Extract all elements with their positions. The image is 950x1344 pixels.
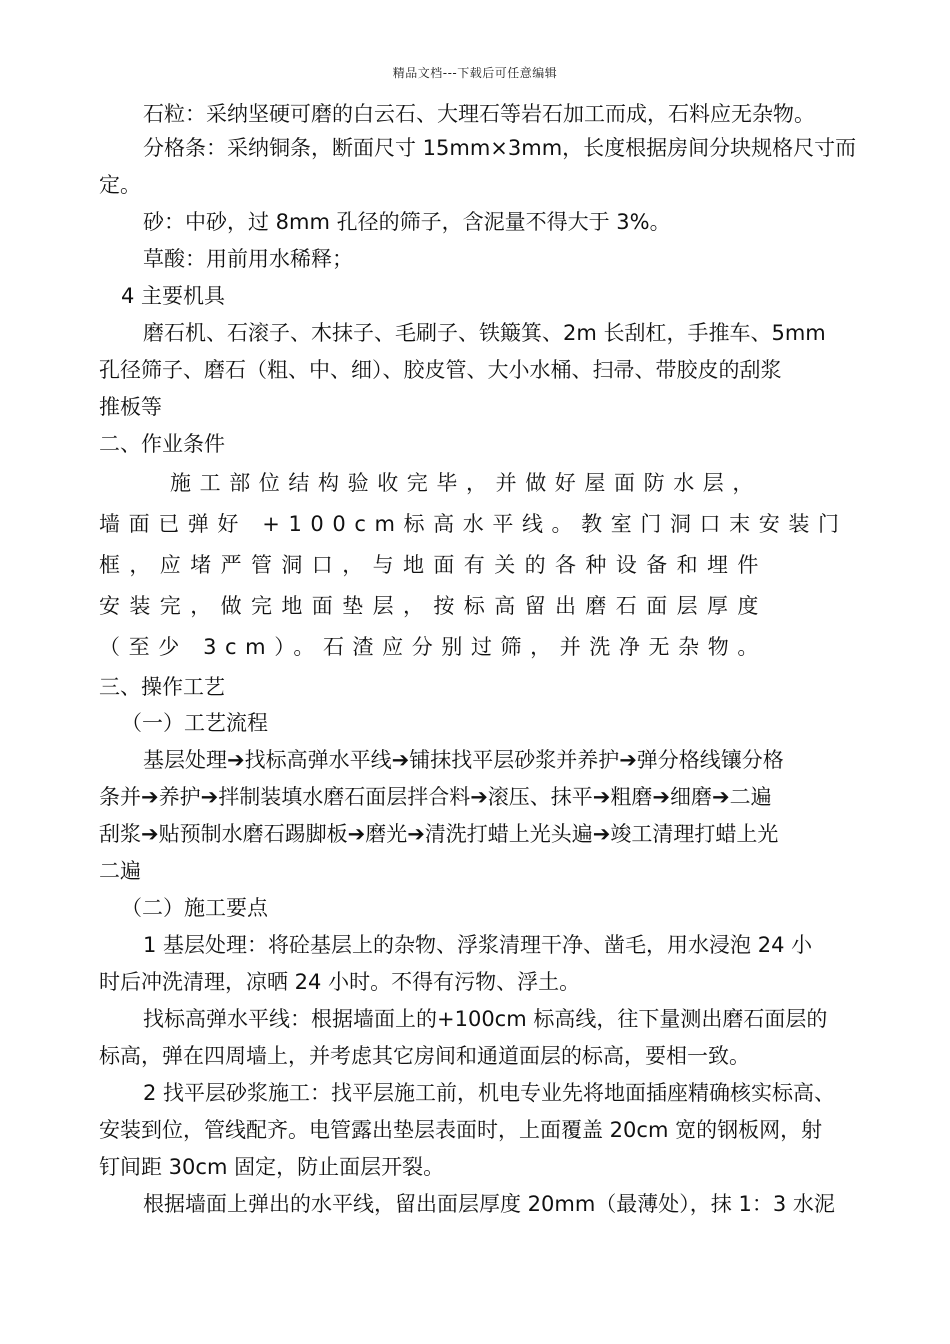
text-line: 刮浆➔贴预制水磨石踢脚板➔磨光➔清洗打蜡上光头遍➔竣工清理打蜡上光 xyxy=(99,822,779,846)
section-heading: 三、操作工艺 xyxy=(99,675,225,699)
subsection-heading: （二）施工要点 xyxy=(121,896,268,920)
text-line: 时后冲洗清理，凉晒 24 小时。不得有污物、浮土。 xyxy=(99,970,581,994)
text-line: 二遍 xyxy=(99,859,141,883)
text-line: 推板等 xyxy=(99,395,162,419)
text-line: 2 找平层砂浆施工：找平层施工前，机电专业先将地面插座精确核实标高、 xyxy=(143,1081,836,1105)
page-header: 精品文档---下载后可任意编辑 xyxy=(392,66,558,80)
text-line: 砂：中砂，过 8mm 孔径的筛子，含泥量不得大于 3%。 xyxy=(143,210,671,234)
text-line: 标高，弹在四周墙上，并考虑其它房间和通道面层的标高，要相一致。 xyxy=(99,1044,750,1068)
section-heading: 4 主要机具 xyxy=(121,284,226,308)
text-line: 石粒：采纳坚硬可磨的白云石、大理石等岩石加工而成，石料应无杂物。 xyxy=(143,102,815,126)
text-line: 安装完，做完地面垫层，按标高留出磨石面层厚度 xyxy=(99,594,768,618)
text-line: （至少 3cm）。石渣应分别过筛，并洗净无杂物。 xyxy=(99,635,767,659)
subsection-heading: （一）工艺流程 xyxy=(121,711,268,735)
text-line: 基层处理➔找标高弹水平线➔铺抹找平层砂浆并养护➔弹分格线镶分格 xyxy=(143,748,784,772)
text-line: 安装到位，管线配齐。电管露出垫层表面时，上面覆盖 20cm 宽的钢板网，射 xyxy=(99,1118,823,1142)
text-line: 根据墙面上弹出的水平线，留出面层厚度 20mm（最薄处），抹 1：3 水泥 xyxy=(143,1192,835,1216)
text-line: 分格条：采纳铜条，断面尺寸 15mm×3mm，长度根据房间分块规格尺寸而 xyxy=(143,136,857,160)
text-line: 条并➔养护➔拌制装填水磨石面层拌合料➔滚压、抹平➔粗磨➔细磨➔二遍 xyxy=(99,785,772,809)
text-line: 钉间距 30cm 固定，防止面层开裂。 xyxy=(99,1155,445,1179)
text-line: 找标高弹水平线：根据墙面上的+100cm 标高线，往下量测出磨石面层的 xyxy=(143,1007,828,1031)
text-line: 框，应堵严管洞口，与地面有关的各种设备和埋件 xyxy=(99,553,768,577)
text-line: 墙面已弹好 +100cm标高水平线。教室门洞口末安装门 xyxy=(99,512,848,536)
text-line: 1 基层处理：将砼基层上的杂物、浮浆清理干净、凿毛，用水浸泡 24 小 xyxy=(143,933,813,957)
text-line: 孔径筛子、磨石（粗、中、细）、胶皮管、大小水桶、扫帚、带胶皮的刮浆 xyxy=(99,358,782,382)
text-line: 草酸：用前用水稀释； xyxy=(143,247,353,271)
text-line: 定。 xyxy=(99,173,141,197)
text-line: 磨石机、石滚子、木抹子、毛刷子、铁簸箕、2m 长刮杠，手推车、5mm xyxy=(143,321,826,345)
section-heading: 二、作业条件 xyxy=(99,432,225,456)
text-line: 施工部位结构验收完毕，并做好屋面防水层， xyxy=(170,471,762,495)
